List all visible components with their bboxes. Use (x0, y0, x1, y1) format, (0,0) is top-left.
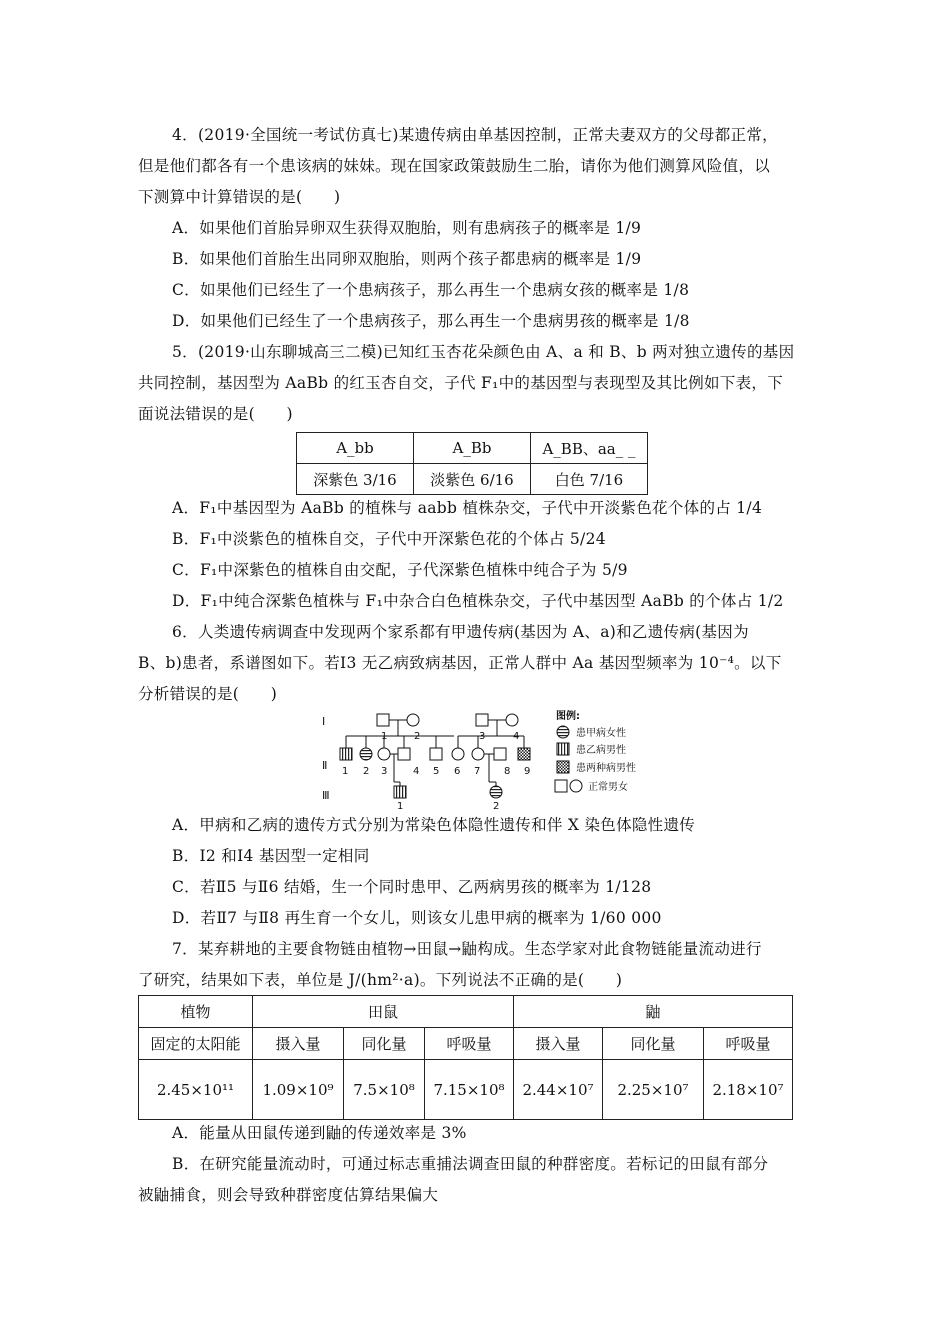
pedigree-label: 1 (381, 731, 388, 742)
q6-stem-line3: 分析错误的是( ) (138, 685, 278, 703)
q5-option-d: D．F₁中纯合深紫色植株与 F₁中杂合白色植株杂交，子代中基因型 AaBb 的个体占 1/2 (172, 592, 784, 610)
table-header-cell: 呼吸量 (704, 1028, 793, 1060)
table-header-cell: 摄入量 (253, 1028, 344, 1060)
table-header-cell: 呼吸量 (425, 1028, 514, 1060)
table-header-cell: 植物 (139, 996, 253, 1028)
table-row (139, 996, 793, 1028)
legend-label: 患甲病女性 (576, 728, 626, 739)
q6-option-c: C．若Ⅱ5 与Ⅱ6 结婚，生一个同时患甲、乙两病男孩的概率为 1/128 (172, 878, 652, 896)
q4-option-d: D．如果他们已经生了一个患病孩子，那么再生一个患病男孩的概率是 1/8 (172, 312, 690, 330)
pedigree-normal-female (407, 714, 419, 726)
q5-stem-line1: 5．(2019·山东聊城高三二模)已知红玉杏花朵颜色由 A、a 和 B、b 两对独立遗传的基因 (172, 343, 795, 361)
pedigree-both-affected-male (518, 748, 530, 760)
table-header-cell: 同化量 (603, 1028, 704, 1060)
legend-normal-female-symbol (570, 780, 582, 792)
q7-option-b-line2: 被鼬捕食，则会导致种群密度估算结果偏大 (138, 1186, 439, 1204)
pedigree-b-affected-male (340, 748, 352, 760)
pedigree-normal-male (430, 748, 442, 760)
legend-label: 正常男女 (588, 782, 628, 793)
table-row (297, 464, 648, 495)
pedigree-label: 9 (524, 766, 531, 777)
legend-normal-male-symbol (555, 780, 567, 792)
pedigree-normal-male (377, 714, 389, 726)
table-cell: 2.18×10⁷ (704, 1060, 793, 1120)
table-header-cell: 田鼠 (253, 996, 514, 1028)
legend-title: 图例: (556, 711, 580, 722)
q6-stem-line1: 6．人类遗传病调查中发现两个家系都有甲遗传病(基因为 A、a)和乙遗传病(基因为 (172, 623, 749, 641)
q4-option-a: A．如果他们首胎异卵双生获得双胞胎，则有患病孩子的概率是 1/9 (172, 219, 642, 237)
q7-stem-line2: 了研究，结果如下表，单位是 J/(hm²·a)。下列说法不正确的是( ) (138, 971, 623, 989)
q5-option-c: C．F₁中深紫色的植株自由交配，子代深紫色植株中纯合子为 5/9 (172, 561, 628, 579)
q4-stem-line3: 下测算中计算错误的是( ) (138, 188, 341, 206)
table-cell: 淡紫色 6/16 (414, 464, 531, 495)
table-header-cell: 鼬 (514, 996, 793, 1028)
table-cell: A_bb (297, 433, 414, 464)
pedigree-label: 6 (454, 766, 461, 777)
pedigree-b-affected-male (394, 786, 406, 798)
legend-label: 患两种病男性 (576, 763, 636, 774)
q4-option-b: B．如果他们首胎生出同卵双胞胎，则两个孩子都患病的概率是 1/9 (172, 250, 642, 268)
pedigree-label: 4 (413, 766, 420, 777)
legend-a-affected-female-symbol (557, 726, 569, 738)
table-cell: 7.15×10⁸ (425, 1060, 514, 1120)
table-cell: 深紫色 3/16 (297, 464, 414, 495)
pedigree-label: 8 (504, 766, 511, 777)
table-cell: A_BB、aa_ _ (531, 433, 648, 464)
q5-stem-line3: 面说法错误的是( ) (138, 405, 293, 423)
pedigree-a-affected-female (360, 748, 372, 760)
table-cell: 1.09×10⁹ (253, 1060, 344, 1120)
q6-option-b: B．Ⅰ2 和Ⅰ4 基因型一定相同 (172, 847, 370, 865)
q6-option-d: D．若Ⅱ7 与Ⅱ8 再生育一个女儿，则该女儿患甲病的概率为 1/60 000 (172, 909, 662, 927)
q7-option-b-line1: B．在研究能量流动时，可通过标志重捕法调查田鼠的种群密度。若标记的田鼠有部分 (172, 1155, 769, 1173)
pedigree-normal-female (506, 714, 518, 726)
table-cell: 2.44×10⁷ (514, 1060, 603, 1120)
pedigree-label: 2 (363, 766, 370, 777)
q5-stem-line2: 共同控制，基因型为 AaBb 的红玉杏自交，子代 F₁中的基因型与表现型及其比例如下表，下 (138, 374, 783, 392)
table-row (139, 1060, 793, 1120)
pedigree-label: 7 (474, 766, 481, 777)
q6-option-a: A．甲病和乙病的遗传方式分别为常染色体隐性遗传和伴 X 染色体隐性遗传 (172, 816, 696, 834)
generation-label: Ⅲ (322, 789, 330, 802)
genotype-phenotype-table (296, 432, 648, 495)
pedigree-normal-male (398, 748, 410, 760)
table-cell: 2.45×10¹¹ (139, 1060, 253, 1120)
pedigree-normal-male (476, 714, 488, 726)
pedigree-label: 2 (493, 801, 500, 810)
q7-option-a: A．能量从田鼠传递到鼬的传递效率是 3% (172, 1124, 467, 1142)
q6-stem-line2: B、b)患者，系谱图如下。若Ⅰ3 无乙病致病基因，正常人群中 Aa 基因型频率为 10⁻⁴。以下 (138, 654, 782, 672)
pedigree-label: 2 (414, 731, 421, 742)
table-row (297, 433, 648, 464)
q7-stem-line1: 7．某弃耕地的主要食物链由植物→田鼠→鼬构成。生态学家对此食物链能量流动进行 (172, 940, 762, 958)
q4-stem-line1: 4．(2019·全国统一考试仿真七)某遗传病由单基因控制，正常夫妻双方的父母都正常， (172, 126, 778, 144)
table-cell: A_Bb (414, 433, 531, 464)
table-header-cell: 摄入量 (514, 1028, 603, 1060)
q5-option-b: B．F₁中淡紫色的植株自交，子代中开深紫色花的个体占 5/24 (172, 530, 606, 548)
pedigree-normal-female (378, 748, 390, 760)
legend-both-affected-male-symbol (557, 761, 569, 773)
pedigree-label: 3 (381, 766, 388, 777)
q4-option-c: C．如果他们已经生了一个患病孩子，那么再生一个患病女孩的概率是 1/8 (172, 281, 690, 299)
pedigree-normal-female (472, 748, 484, 760)
q4-stem-line2: 但是他们都各有一个患该病的妹妹。现在国家政策鼓励生二胎，请你为他们测算风险值，以 (138, 157, 771, 175)
pedigree-chart (318, 708, 668, 810)
pedigree-label: 1 (397, 801, 404, 810)
table-cell: 2.25×10⁷ (603, 1060, 704, 1120)
table-header-cell: 固定的太阳能 (139, 1028, 253, 1060)
pedigree-label: 4 (513, 731, 520, 742)
pedigree-normal-male (494, 748, 506, 760)
pedigree-normal-female (452, 748, 464, 760)
legend-b-affected-male-symbol (557, 743, 569, 755)
table-cell: 7.5×10⁸ (344, 1060, 425, 1120)
pedigree-label: 5 (433, 766, 440, 777)
legend-label: 患乙病男性 (576, 745, 626, 756)
pedigree-label: 3 (479, 731, 486, 742)
generation-label: Ⅱ (322, 759, 328, 772)
q5-option-a: A．F₁中基因型为 AaBb 的植株与 aabb 植株杂交，子代中开淡紫色花个体的占 1/4 (172, 499, 763, 517)
pedigree-a-affected-female (490, 786, 502, 798)
generation-label: Ⅰ (322, 715, 326, 728)
energy-flow-table (138, 995, 793, 1120)
table-cell: 白色 7/16 (531, 464, 648, 495)
table-header-cell: 同化量 (344, 1028, 425, 1060)
table-row (139, 1028, 793, 1060)
pedigree-label: 1 (342, 766, 349, 777)
